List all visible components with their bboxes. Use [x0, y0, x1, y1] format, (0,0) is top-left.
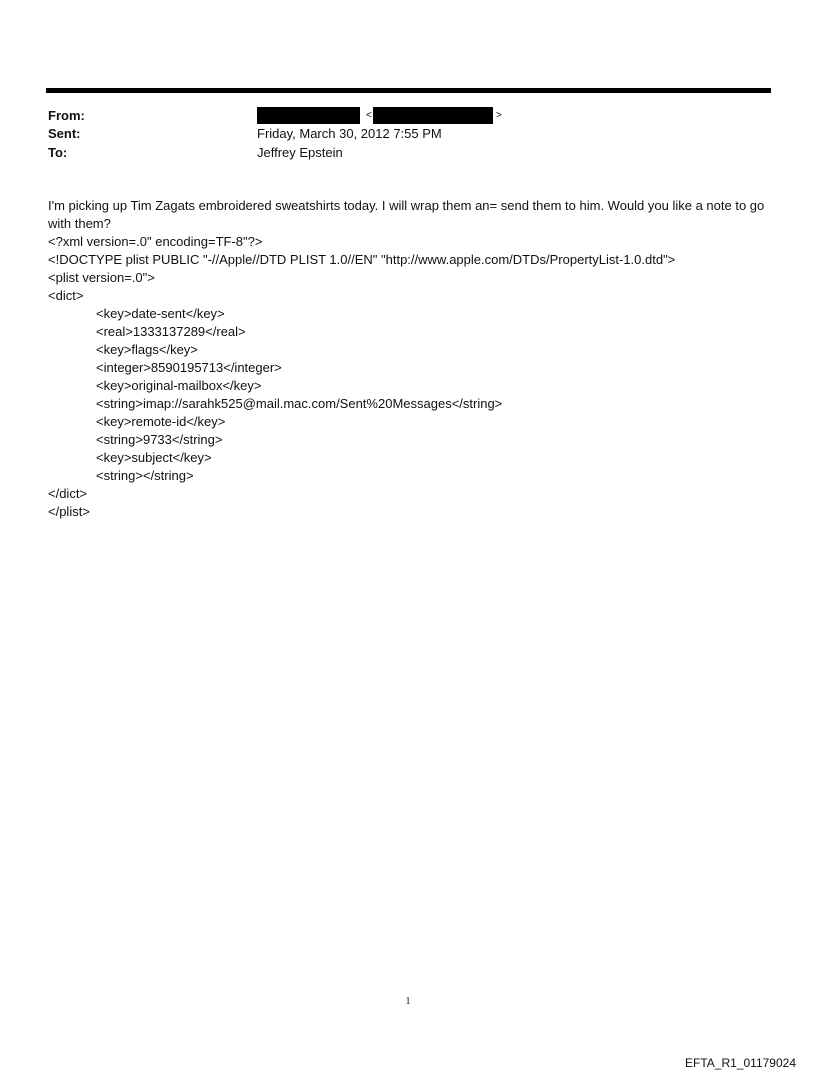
plist-close: </plist> [48, 504, 90, 519]
dict-line: <key>date-sent</key> [96, 306, 225, 321]
dict-line: <real>1333137289</real> [96, 324, 246, 339]
email-body [48, 197, 773, 521]
from-open-bracket: < [366, 110, 372, 121]
dict-close: </dict> [48, 486, 88, 501]
doctype-line: <!DOCTYPE plist PUBLIC "-//Apple//DTD PLIST 1.0//EN" "http://www.apple.com/DTDs/PropertyList-1.0.dtd"> [48, 252, 676, 267]
redacted-sender-name [257, 107, 360, 124]
header-rule [46, 88, 771, 93]
dict-line: <string>9733</string> [96, 432, 223, 447]
dict-line: <key>subject</key> [96, 450, 212, 465]
sent-value: Friday, March 30, 2012 7:55 PM [257, 126, 442, 141]
to-value: Jeffrey Epstein [257, 145, 343, 160]
from-label: From: [48, 108, 85, 123]
plist-open: <plist version=.0"> [48, 270, 155, 285]
dict-line: <key>original-mailbox</key> [96, 378, 262, 393]
message-text: I'm picking up Tim Zagats embroidered sweatshirts today. I will wrap them an= send them to him. Would you like a note to go with them? [48, 198, 765, 231]
document-id: EFTA_R1_01179024 [685, 1056, 796, 1070]
xml-declaration: <?xml version=.0" encoding=TF-8"?> [48, 234, 263, 249]
from-close-bracket: > [496, 110, 502, 121]
to-label: To: [48, 145, 68, 160]
redacted-sender-email [373, 107, 493, 124]
sent-label: Sent: [48, 126, 81, 141]
dict-line: <string>imap://sarahk525@mail.mac.com/Sent%20Messages</string> [96, 396, 503, 411]
dict-line: <string></string> [96, 468, 194, 483]
dict-line: <integer>8590195713</integer> [96, 360, 282, 375]
page-number: 1 [405, 996, 411, 1007]
dict-line: <key>remote-id</key> [96, 414, 226, 429]
dict-line: <key>flags</key> [96, 342, 198, 357]
dict-open: <dict> [48, 288, 84, 303]
